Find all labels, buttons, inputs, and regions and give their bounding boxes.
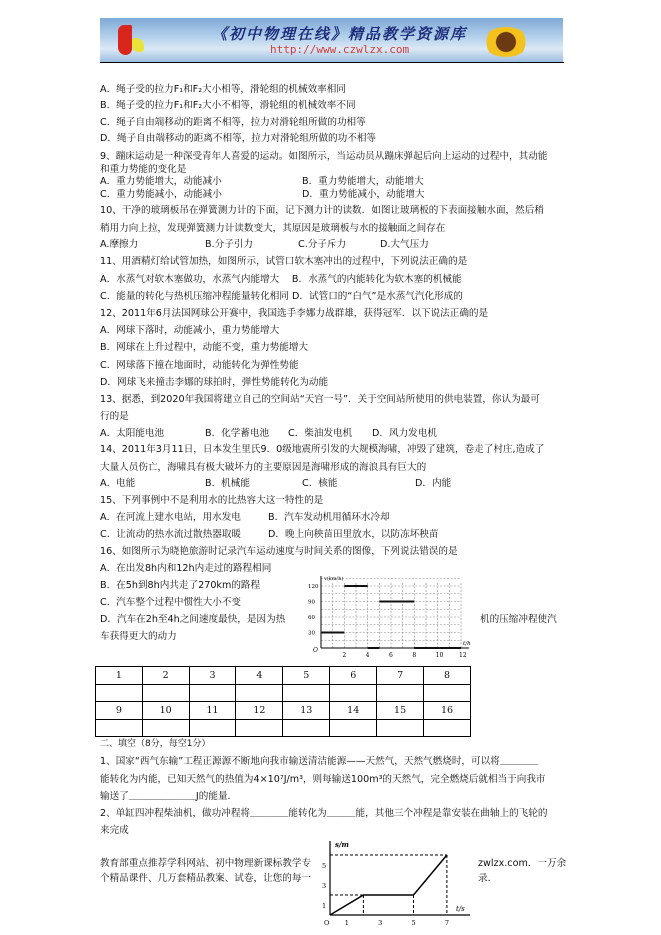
question-number-cell: 14	[330, 702, 377, 720]
text-line: A.摩擦力	[100, 239, 139, 250]
question-number-cell: 7	[377, 667, 424, 685]
text-line: 10、干净的玻璃板吊在弹簧测力计的下面，记下测力计的读数．如图让玻璃板的下表面接触水面，然后稍	[100, 205, 544, 216]
question-number-cell: 5	[283, 667, 330, 685]
question-number-cell: 3	[189, 667, 236, 685]
y-tick-label: 90	[308, 599, 315, 606]
text-line: B．网球在上升过程中，动能不变，重力势能增大	[100, 342, 309, 353]
text-line: 稍用力向上拉，发现弹簧测力计读数变大，其原因是玻璃板与水的接触面之间存在	[100, 223, 446, 234]
x-axis-label: t/h	[463, 641, 471, 647]
text-line: B．机械能	[205, 478, 250, 489]
origin-label: O	[324, 919, 330, 927]
banner-url[interactable]: http://www.czwlzx.com	[270, 43, 410, 56]
text-line: 9、蹦床运动是一种深受青年人喜爱的运动。如图所示，当运动员从蹦床弹起后向上运动的过程中，其动能	[100, 151, 548, 162]
text-line: C．重力势能减小，动能减小	[100, 189, 222, 200]
question-number-cell: 1	[96, 667, 143, 685]
question-number-cell: 6	[330, 667, 377, 685]
banner-title: 《初中物理在线》精品教学资源库	[212, 25, 468, 43]
x-tick-label: 10	[435, 652, 444, 659]
text-line: 录．	[478, 873, 498, 884]
text-line: D．网球飞来撞击李娜的球拍时，弹性势能转化为动能	[100, 377, 329, 388]
text-line: 个精品课件、几万套精品教案、试卷，让您的每一	[100, 873, 312, 884]
origin-label: O	[313, 647, 318, 654]
question-number-cell: 10	[142, 702, 189, 720]
text-line: 行的是	[100, 411, 129, 422]
y-tick-label: 1	[322, 902, 327, 910]
chart2-background	[318, 840, 478, 935]
text-line: 机的压缩冲程使汽	[480, 614, 557, 625]
x-tick-label: 12	[459, 652, 467, 659]
text-line: D.大气压力	[380, 239, 429, 250]
text-line: A．电能	[100, 478, 136, 489]
text-line: 14、2011年3月11日，日本发生里氏9．0级地震所引发的大规模海啸，冲毁了建筑，卷走了村庄,造成了	[100, 444, 545, 455]
text-line: C．核能	[302, 478, 338, 489]
text-line: 13、据悉，到2020年我国将建立自己的空间站“天宫一号”．关于空间站所使用的供电装置，你认为最可	[100, 394, 540, 405]
text-line: B．绳子受的拉力F₁和F₂大小不相等，滑轮组的机械效率不同	[100, 100, 356, 111]
text-line: A．绳子受的拉力F₁和F₂大小相等，滑轮组的机械效率相同	[100, 84, 346, 95]
text-line: B．汽车发动机用循环水冷却	[268, 512, 390, 523]
x-tick-label: 3	[378, 919, 383, 927]
text-line: 教育部重点推荐学科网站、初中物理新课标教学专	[100, 858, 312, 869]
text-line: 11、用酒精灯给试管加热，如图所示，试管口软木塞冲出的过程中，下列说法正确的是	[100, 256, 468, 267]
text-line: 车获得更大的动力	[100, 631, 177, 642]
text-line: A．在河流上建水电站，用水发电	[100, 512, 241, 523]
text-line: B．化学蓄电池	[205, 428, 270, 439]
text-line: zwlzx.com．一万余	[478, 858, 567, 869]
text-line: B．重力势能增大，动能增大	[302, 176, 424, 187]
y-axis-label: v(km/h)	[324, 576, 344, 582]
text-line: C．柴油发电机	[288, 428, 353, 439]
question-number-cell: 13	[283, 702, 330, 720]
text-line: D．绳子自由端移动的距离不相等，拉力对滑轮组所做的功不相等	[100, 133, 377, 144]
x-tick-label: 6	[389, 652, 393, 659]
question-number-cell: 4	[236, 667, 283, 685]
text-line: 16、如图所示为晓艳旅游时记录汽车运动速度与时间关系的图像，下列说法错误的是	[100, 546, 458, 557]
text-line: D．内能	[415, 478, 452, 489]
text-line: A．重力势能增大，动能减小	[100, 176, 222, 187]
text-line: 二、填空（8分，每空1分）	[100, 739, 211, 749]
text-line: D．晚上向秧苗田里放水，以防冻坏秧苗	[268, 529, 439, 540]
text-line: D．风力发电机	[372, 428, 437, 439]
question-number-cell: 15	[377, 702, 424, 720]
x-tick-label: 1	[344, 919, 349, 927]
text-line: C.分子斥力	[298, 239, 347, 250]
text-line: A．在出发8h内和12h内走过的路程相同	[100, 563, 272, 574]
text-line: C．让流动的热水流过散热器取暖	[100, 529, 242, 540]
y-axis-label: s/m	[335, 840, 349, 849]
y-tick-label: 30	[308, 630, 315, 637]
y-tick-label: 5	[322, 862, 327, 870]
text-line: A．水蒸气对软木塞做功，水蒸气内能增大 B．水蒸气的内能转化为软木塞的机械能	[100, 274, 462, 285]
question-number-cell: 11	[189, 702, 236, 720]
text-line: D．汽车在2h至4h之间速度最快，是因为热	[100, 614, 286, 625]
text-line: 大量人员伤亡，海啸具有极大破坏力的主要原因是海啸形成的海浪具有巨大的	[100, 462, 427, 473]
x-tick-label: 7	[444, 919, 450, 927]
text-line: D．重力势能减小，动能增大	[302, 189, 425, 200]
text-line: A．太阳能电池	[100, 428, 165, 439]
text-line: 能转化为内能，已知天然气的热值为4×10⁷J/m³，则每输送100m³的天然气，完全燃烧后就相当于向我市	[100, 774, 546, 785]
text-line: 12、2011年6月法国网球公开赛中，我国选手李娜力战群雄，获得冠军．以下说法正确的是	[100, 308, 489, 319]
y-tick-label: 3	[322, 882, 327, 890]
x-tick-label: 4	[365, 652, 370, 659]
text-line: B．在5h到8h内共走了270km的路程	[100, 580, 261, 591]
text-line: 输送了＿＿＿＿＿＿＿J的能量．	[100, 791, 238, 802]
question-number-cell: 16	[424, 702, 471, 720]
x-axis-label: t/s	[456, 905, 465, 913]
question-number-cell: 2	[142, 667, 189, 685]
y-tick-label: 120	[308, 584, 319, 590]
text-line: 来完成	[100, 825, 129, 836]
text-line: C．能量的转化与热机压缩冲程能量转化相同 D．试管口的“白气”是水蒸气汽化形成的	[100, 291, 463, 302]
text-line: 1、国家“西气东输”工程正源源不断地向我市输送清洁能源——天然气，天然气燃烧时，可以将＿＿＿＿	[100, 756, 539, 767]
text-line: 2、单缸四冲程柴油机，做功冲程将＿＿＿＿能转化为＿＿＿能，其他三个冲程是靠安装在曲轴上的飞轮的	[100, 808, 548, 819]
text-line: B.分子引力	[205, 239, 254, 250]
x-tick-label: 8	[412, 652, 417, 659]
text-line: C．汽车整个过程中惯性大小不变	[100, 597, 242, 608]
x-tick-label: 5	[411, 919, 416, 927]
text-line: C．绳子自由端移动的距离不相等，拉力对滑轮组所做的功相等	[100, 117, 366, 128]
question-number-cell: 8	[424, 667, 471, 685]
question-number-cell: 9	[96, 702, 143, 720]
text-line: 和重力势能的变化是	[100, 164, 187, 175]
text-line: C．网球落下撞在地面时，动能转化为弹性势能	[100, 360, 299, 371]
text-line: 15、下列事例中不是利用水的比热容大这一特性的是	[100, 495, 324, 506]
question-number-cell: 12	[236, 702, 283, 720]
y-tick-label: 60	[308, 615, 315, 621]
x-tick-label: 2	[342, 652, 347, 659]
text-line: A．网球下落时，动能减小，重力势能增大	[100, 325, 280, 336]
